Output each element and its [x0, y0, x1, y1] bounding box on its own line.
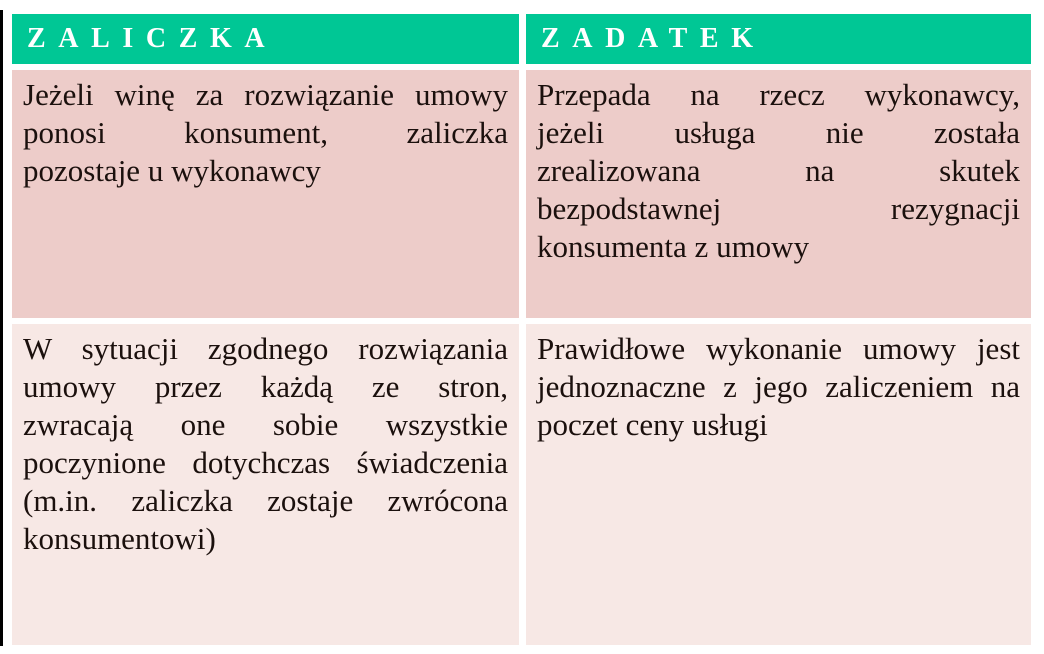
- text-line: poczet ceny usługi: [537, 407, 768, 442]
- text-line: zrealizowana na skutek: [537, 153, 1020, 188]
- header-cell-zadatek: [526, 14, 1031, 64]
- cell-zadatek-row2: [526, 324, 1031, 645]
- text-line: konsumenta z umowy: [537, 229, 810, 264]
- header-cell-zaliczka: [12, 14, 519, 64]
- text-line: Jeżeli winę za rozwiązanie umowy: [23, 77, 508, 112]
- text-line: bezpodstawnej rezygnacji: [537, 191, 1020, 226]
- comparison-table: [12, 14, 1031, 645]
- slide-left-border: [0, 10, 3, 646]
- header-label-zadatek: ZADATEK: [541, 23, 766, 54]
- text-line: (m.in. zaliczka zostaje zwrócona: [23, 483, 508, 518]
- cell-zaliczka-row2: [12, 324, 519, 645]
- text-line: Przepada na rzecz wykonawcy,: [537, 77, 1020, 112]
- header-label-zaliczka: ZALICZKA: [27, 23, 278, 54]
- text-line: poczynione dotychczas świadczenia: [23, 445, 508, 480]
- text-line: Prawidłowe wykonanie umowy jest: [537, 331, 1020, 366]
- text-line: umowy przez każdą ze stron,: [23, 369, 508, 404]
- text-line: W sytuacji zgodnego rozwiązania: [23, 331, 508, 366]
- text-line: pozostaje u wykonawcy: [23, 153, 321, 188]
- text-line: jeżeli usługa nie została: [537, 115, 1020, 150]
- cell-zadatek-row1: [526, 70, 1031, 318]
- cell-zaliczka-row1: [12, 70, 519, 318]
- text-line: konsumentowi): [23, 521, 216, 556]
- text-line: jednoznaczne z jego zaliczeniem na: [537, 369, 1020, 404]
- text-line: ponosi konsument, zaliczka: [23, 115, 508, 150]
- text-line: zwracają one sobie wszystkie: [23, 407, 508, 442]
